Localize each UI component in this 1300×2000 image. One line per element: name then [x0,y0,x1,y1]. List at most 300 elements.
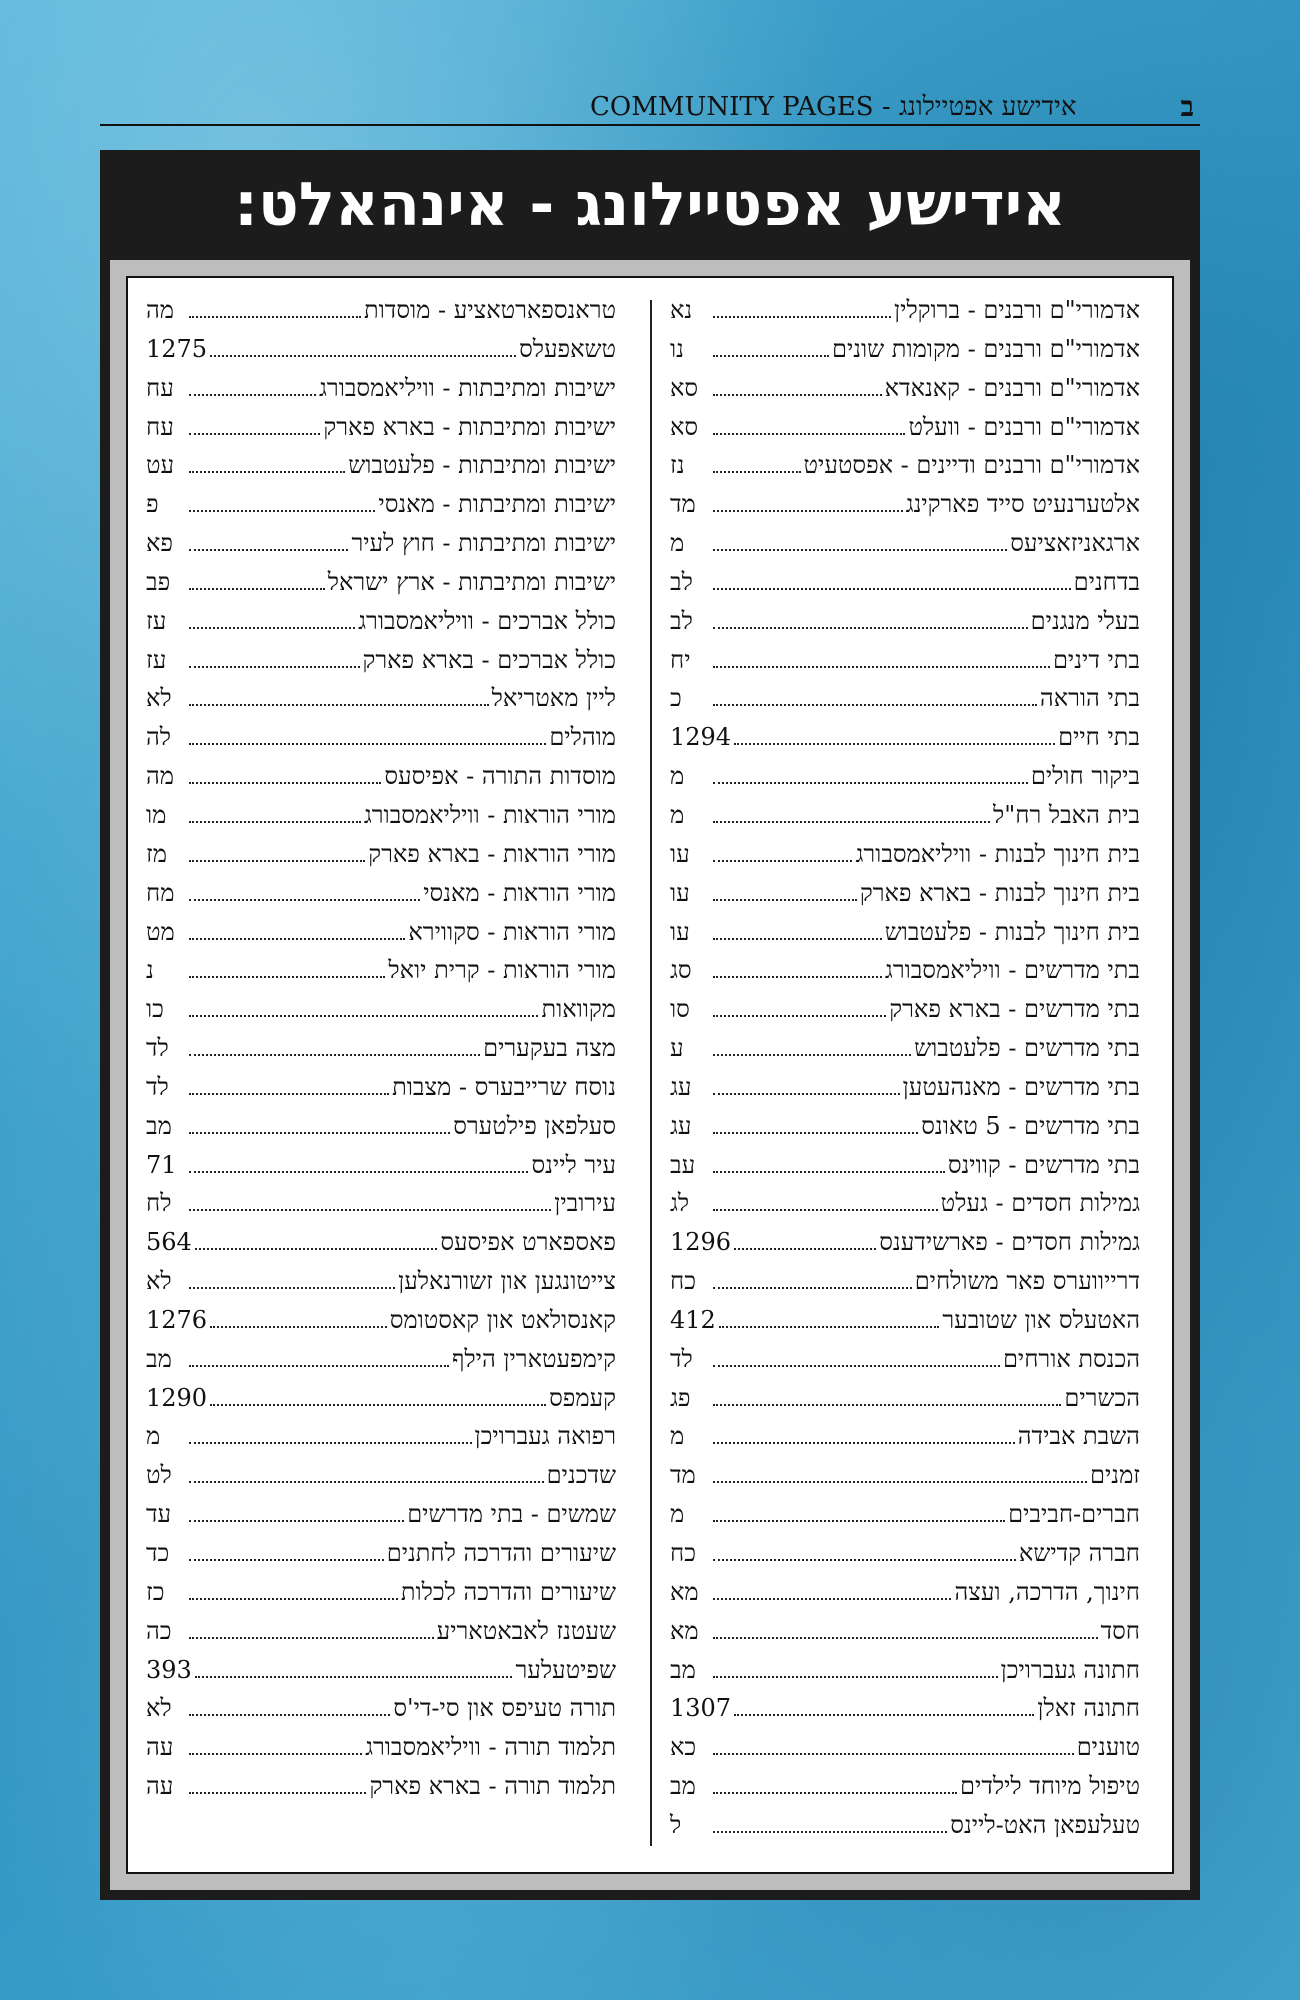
toc-entry[interactable] [670,607,1140,646]
toc-entry-page: לב [670,606,693,635]
dot-leader [713,1156,945,1172]
toc-entry-page: עג [670,1111,692,1140]
dot-leader [210,1312,387,1328]
toc-entry-title: כולל אברכים - בארא פארק [362,645,616,674]
toc-entry-page: עו [670,878,690,907]
dot-leader [195,1234,438,1250]
dot-leader [713,845,852,861]
dot-leader [713,1001,886,1017]
toc-entry-title: נוסח שרייבערס - מצבות [392,1072,616,1101]
toc-entry-page: מב [146,1111,172,1140]
dot-leader [189,496,375,512]
dot-leader [189,1622,434,1638]
toc-entry-title: בתי דינים [1052,645,1140,674]
dot-leader [189,729,546,745]
dot-leader [719,1312,940,1328]
dot-leader [189,1040,480,1056]
toc-entry-title: שפיטעלער [515,1655,616,1684]
toc-entry-page: מד [670,1461,696,1490]
toc-entry-title: שמשים - בתי מדרשים [407,1500,616,1529]
toc-entry-title: טוענים [1076,1733,1140,1762]
toc-entry-page: פא [146,529,173,558]
contents-border [110,260,1190,1890]
dot-leader [713,768,1028,784]
toc-entry-title: הכשרים [1064,1383,1140,1412]
toc-entry-title: צייטונגען און זשורנאלען [398,1267,616,1296]
toc-entry[interactable] [146,529,616,568]
toc-entry-title: גמילות חסדים - פארשידענס [879,1228,1140,1257]
toc-entry-page: עד [146,1500,172,1529]
dot-leader [713,1389,1061,1405]
dot-leader [189,1428,472,1444]
toc-entry[interactable] [146,1112,616,1151]
toc-entry-page: לא [146,1694,172,1723]
toc-entry[interactable] [670,1034,1140,1073]
toc-entry-title: חתונה זאלן [1037,1694,1140,1723]
toc-entry-page: עו [670,917,690,946]
toc-entry[interactable] [670,1384,1140,1423]
toc-entry[interactable] [146,1384,616,1423]
dot-leader [189,884,420,900]
toc-entry-page: 564 [146,1228,192,1257]
dot-leader [713,651,1050,667]
toc-entry-page: 412 [670,1305,716,1334]
toc-entry-page: לב [670,567,693,596]
toc-entry-page: כא [670,1733,697,1762]
toc-entry-title: בית חינוך לבנות - פלעטבוש [884,917,1140,946]
dot-leader [195,1661,513,1677]
toc-entry-page: 393 [146,1655,192,1684]
toc-entry-title: טיפול מיוחד לילדים [960,1772,1140,1801]
toc-entry-page: עב [670,1150,696,1179]
running-title: COMMUNITY PAGES - אידישע אפטיילונג [590,92,1077,122]
toc-entry-title: הכנסת אורחים [1002,1344,1140,1373]
dot-leader [189,807,361,823]
toc-entry[interactable] [670,1306,1140,1345]
toc-entry-page: נא [670,296,693,324]
toc-entry[interactable] [670,490,1140,529]
toc-entry-page: כד [146,1539,170,1567]
toc-entry[interactable] [146,646,616,685]
toc-entry-page: מב [670,1772,696,1801]
toc-entry-page: ל [670,1810,682,1839]
toc-entry-title: בתי מדרשים - וויליאמסבורג [884,956,1140,985]
toc-entry[interactable] [670,451,1140,490]
toc-entry-title: טשאפעלס [519,334,616,363]
toc-entry-title: פאספארט אפיסעס [440,1228,616,1257]
toc-entry-title: בתי מדרשים - 5 טאונס [921,1111,1140,1140]
toc-entry-page: מז [146,839,167,868]
toc-entry[interactable] [670,1151,1140,1190]
dot-leader [713,1350,1000,1366]
dot-leader [713,457,801,473]
toc-entry[interactable] [146,296,616,335]
toc-entry[interactable] [670,413,1140,452]
toc-entry-title: בעלי מנגנים [1030,606,1140,635]
dot-leader [713,1078,900,1094]
toc-entry-page: לא [146,684,172,713]
toc-entry-title: אדמורי"ם ורבנים - וועלט [908,412,1140,441]
toc-entry[interactable] [670,1617,1140,1656]
toc-entry-title: שדכנים [546,1461,616,1490]
toc-entry[interactable] [146,490,616,529]
toc-entry[interactable] [146,451,616,490]
dot-leader [734,1700,1034,1716]
toc-entry-title: עיר ליינס [531,1150,616,1179]
toc-entry[interactable] [146,1267,616,1306]
toc-entry-page: 71 [146,1150,177,1179]
toc-entry-title: ישיבות ומתיבתות - חוץ לעיר [351,529,616,558]
toc-entry-page: עו [670,839,690,868]
toc-entry-page: מ [670,762,685,791]
toc-entry[interactable] [146,1461,616,1500]
toc-entry-page: סא [670,373,699,402]
toc-entry-page: לד [670,1344,693,1373]
toc-entry-title: מורי הוראות - מאנסי [423,878,616,907]
toc-entry-page: 1296 [670,1228,732,1257]
dot-leader [189,457,345,473]
toc-entry-page: כ [670,684,682,713]
toc-entry[interactable] [670,801,1140,840]
toc-entry-page: סג [670,956,692,985]
toc-entry[interactable] [670,1500,1140,1539]
toc-entry[interactable] [146,1578,616,1617]
toc-entry-page: פ [146,490,159,519]
toc-entry-title: תלמוד תורה - בארא פארק [369,1772,616,1801]
toc-entry-title: שיעורים והדרכה לחתנים [386,1539,616,1567]
toc-entry[interactable] [146,801,616,840]
toc-entry-page: מב [670,1655,696,1684]
toc-entry-page: יח [670,645,691,674]
toc-entry-page: עה [146,1733,174,1762]
toc-entry-title: קעמפס [549,1383,616,1412]
toc-entry-page: לד [146,1072,169,1101]
toc-entry-title: מצה בעקערים [483,1034,616,1063]
toc-entry[interactable] [146,335,616,374]
dot-leader [713,612,1028,628]
toc-entry[interactable] [146,1151,616,1190]
toc-entry-title: אדמורי"ם ורבנים ודיינים - אפסטעיט [803,451,1140,480]
toc-entry-title: ליין מאטריאל [491,684,616,713]
toc-entry-page: מט [146,917,175,946]
dot-leader [713,418,905,434]
toc-entry[interactable] [670,1267,1140,1306]
toc-entry-title: בית חינוך לבנות - וויליאמסבורג [855,839,1140,868]
dot-leader [713,807,990,823]
toc-entry[interactable] [146,1617,616,1656]
dot-leader [713,690,1037,706]
toc-entry-page: מא [670,1577,699,1606]
dot-leader [734,729,1055,745]
toc-entry[interactable] [146,1228,616,1267]
toc-entry-title: טראנספארטאציע - מוסדות [364,296,616,324]
toc-entry-page: 1275 [146,334,208,363]
toc-entry-title: תורה טעיפס און סי-די'ס [393,1694,616,1723]
toc-entry-title: קימפעטארין הילף [451,1344,616,1373]
dot-leader [713,379,882,395]
toc-entry-page: פג [670,1383,691,1412]
toc-entry-page: עז [146,606,167,635]
toc-entry-title: תלמוד תורה - וויליאמסבורג [365,1733,616,1762]
toc-entry-page: לד [146,1034,169,1063]
toc-entry[interactable] [146,879,616,918]
dot-leader [713,574,1071,590]
toc-entry-title: מוסדות התורה - אפיסעס [384,762,616,791]
toc-entry-page: לג [670,1189,690,1218]
toc-entry[interactable] [670,1694,1140,1733]
toc-entry-title: אדמורי"ם ורבנים - מקומות שונים [831,334,1140,363]
toc-entry-page: מ [670,529,685,558]
toc-entry[interactable] [146,607,616,646]
toc-entry-title: גמילות חסדים - געלט [940,1189,1140,1218]
toc-entry-title: בתי מדרשים - קווינס [947,1150,1140,1179]
toc-entry[interactable] [670,1073,1140,1112]
toc-entry[interactable] [670,1578,1140,1617]
toc-entry[interactable] [146,684,616,723]
toc-entry[interactable] [670,1189,1140,1228]
toc-entry[interactable] [670,762,1140,801]
dot-leader [713,1739,1074,1755]
toc-entry[interactable] [670,646,1140,685]
toc-entry-page: מד [670,490,696,519]
dot-leader [713,1622,1098,1638]
toc-entry-title: טעלעפאן האט-ליינס [950,1810,1140,1839]
toc-entry-title: קאנסולאט און קאסטומס [389,1305,616,1334]
toc-entry[interactable] [146,1306,616,1345]
toc-entry[interactable] [146,1500,616,1539]
toc-entry[interactable] [670,918,1140,957]
toc-entry-page: מה [146,762,175,791]
toc-entry[interactable] [146,723,616,762]
toc-entry[interactable] [146,1345,616,1384]
toc-entry[interactable] [670,374,1140,413]
dot-leader [713,923,882,939]
toc-entry-title: כולל אברכים - וויליאמסבורג [358,606,616,635]
toc-entry[interactable] [670,723,1140,762]
toc-entry[interactable] [670,1539,1140,1578]
dot-leader [189,1545,384,1561]
toc-entry-title: מקוואות [541,995,616,1024]
toc-entry-title: סעלפאן פילטערס [453,1111,616,1140]
dot-leader [713,1273,912,1289]
dot-leader [734,1234,876,1250]
toc-entry-page: מ [146,1422,161,1451]
dot-leader [713,496,903,512]
toc-entry-title: רפואה געברויכן [474,1422,616,1451]
toc-entry[interactable] [146,374,616,413]
toc-entry-page: מח [146,878,175,907]
toc-entry-page: לח [146,1189,172,1218]
dot-leader [189,768,381,784]
dot-leader [189,923,405,939]
toc-entry-title: ביקור חולים [1030,762,1140,791]
toc-entry-page: כח [670,1267,696,1296]
toc-entry-page: מא [670,1616,699,1645]
toc-entry-title: מורי הוראות - בארא פארק [368,839,616,868]
toc-entry[interactable] [146,995,616,1034]
toc-entry-page: עח [146,373,174,402]
dot-leader [713,1506,1005,1522]
toc-entry-page: מב [146,1344,172,1373]
toc-entry-page: נו [670,334,684,363]
dot-leader [713,1428,1015,1444]
toc-entry-title: השבת אבידה [1017,1422,1140,1451]
dot-leader [189,1156,528,1172]
toc-entry[interactable] [670,335,1140,374]
toc-entry-title: ישיבות ומתיבתות - וויליאמסבורג [319,373,616,402]
dot-leader [713,340,829,356]
toc-entry[interactable] [146,1656,616,1695]
dot-leader [713,1583,951,1599]
toc-entry-title: זמנים [1090,1461,1140,1490]
toc-entry-title: אלטערנעיט סייד פארקינג [905,490,1140,519]
toc-entry[interactable] [670,1228,1140,1267]
toc-entry-title: חסד [1100,1616,1140,1645]
toc-entry[interactable] [146,1539,616,1578]
toc-entry-title: בתי מדרשים - פלעטבוש [914,1034,1140,1063]
toc-entry[interactable] [146,1073,616,1112]
toc-entry-title: בית חינוך לבנות - בארא פארק [859,878,1140,907]
toc-entry-title: ישיבות ומתיבתות - מאנסי [378,490,616,519]
dot-leader [189,1583,398,1599]
dot-leader [189,690,489,706]
toc-entry-title: עירובין [554,1189,616,1218]
toc-entry-page: נז [670,451,685,480]
dot-leader [713,1817,947,1833]
toc-entry-page: 1276 [146,1305,208,1334]
toc-entry-title: שיעורים והדרכה לכלות [400,1577,616,1606]
toc-entry-page: כז [146,1577,165,1606]
toc-entry[interactable] [146,413,616,452]
toc-entry[interactable] [146,1772,616,1811]
dot-leader [189,962,385,978]
toc-entry-page: לט [146,1461,172,1490]
toc-entry[interactable] [670,1733,1140,1772]
dot-leader [189,302,361,318]
toc-entry[interactable] [670,1811,1140,1850]
toc-entry-title: מורי הוראות - קרית יואל [388,956,616,985]
toc-entry-page: מו [146,800,167,829]
toc-entry-page: מ [670,800,685,829]
toc-entry[interactable] [146,568,616,607]
dot-leader [189,651,360,667]
toc-entry-title: מורי הוראות - סקווירא [408,917,616,946]
toc-entry-title: דרייווערס פאר משולחים [914,1267,1140,1296]
contents-frame [100,150,1200,1900]
dot-leader [713,1195,938,1211]
toc-entry[interactable] [670,1461,1140,1500]
toc-entry[interactable] [670,684,1140,723]
toc-entry-title: בתי הוראה [1039,684,1140,713]
toc-entry-page: 1290 [146,1383,208,1412]
toc-entry[interactable] [146,956,616,995]
toc-entry[interactable] [670,296,1140,335]
dot-leader [189,612,355,628]
toc-entry-page: נ [146,956,154,985]
toc-entry-title: ישיבות ומתיבתות - ארץ ישראל [327,567,616,596]
toc-entry-page: עז [146,645,167,674]
page-number: ב [1180,90,1194,123]
toc-entry[interactable] [670,1656,1140,1695]
toc-entry-page: עח [146,412,174,441]
dot-leader [713,1778,957,1794]
toc-entry-title: בית האבל רח"ל [992,800,1140,829]
dot-leader [713,884,857,900]
toc-entry-title: האטעלס און שטובער [942,1305,1140,1334]
dot-leader [713,535,1007,551]
toc-entry[interactable] [146,840,616,879]
dot-leader [189,1506,404,1522]
toc-entry-title: חתונה געברויכן [1000,1655,1140,1684]
column-divider [650,300,652,1846]
toc-entry-page: עט [146,451,175,480]
toc-entry[interactable] [670,568,1140,607]
dot-leader [713,1545,1016,1561]
toc-entry-page: מ [670,1422,685,1451]
toc-entry[interactable] [670,879,1140,918]
toc-entry-page: סא [670,412,699,441]
dot-leader [189,418,320,434]
dot-leader [189,1195,551,1211]
contents-column-right [670,296,1140,1850]
dot-leader [189,845,365,861]
toc-entry-title: שעטנז לאבאטאריע [436,1616,616,1645]
toc-entry[interactable] [146,1422,616,1461]
toc-entry[interactable] [670,529,1140,568]
toc-entry[interactable] [146,1189,616,1228]
toc-entry[interactable] [670,840,1140,879]
toc-entry[interactable] [670,1772,1140,1811]
page-title: אידישע אפטיילונג - אינהאלט: [234,170,1066,240]
title-strip [100,150,1200,260]
toc-entry-title: ארגאניזאציעס [1010,529,1140,558]
toc-entry[interactable] [670,956,1140,995]
toc-entry-title: מורי הוראות - וויליאמסבורג [363,800,616,829]
toc-entry-title: ישיבות ומתיבתות - פלעטבוש [348,451,616,480]
dot-leader [713,1467,1087,1483]
dot-leader [713,302,891,318]
toc-entry[interactable] [146,762,616,801]
toc-entry[interactable] [670,1112,1140,1151]
toc-entry-page: עה [146,1772,174,1801]
toc-entry-title: ישיבות ומתיבתות - בארא פארק [323,412,616,441]
dot-leader [189,1117,450,1133]
toc-entry-title: בתי חיים [1058,723,1140,752]
toc-entry-page: פב [146,567,171,596]
toc-entry[interactable] [146,1034,616,1073]
toc-entry[interactable] [670,1345,1140,1384]
toc-entry-title: חברים-חביבים [1008,1500,1140,1529]
dot-leader [713,1040,911,1056]
dot-leader [189,1078,389,1094]
dot-leader [189,1467,544,1483]
toc-entry-page: 1307 [670,1694,732,1723]
toc-entry[interactable] [670,1422,1140,1461]
toc-entry-page: לה [146,723,172,752]
toc-entry[interactable] [146,918,616,957]
toc-entry-page: עג [670,1072,692,1101]
toc-entry[interactable] [670,995,1140,1034]
toc-entry[interactable] [146,1733,616,1772]
toc-entry-title: בתי מדרשים - מאנהעטען [902,1072,1140,1101]
toc-entry-page: ע [670,1034,684,1063]
toc-entry-title: אדמורי"ם ורבנים - ברוקלין [894,296,1140,324]
dot-leader [713,962,882,978]
toc-entry-page: כו [146,995,164,1024]
toc-entry[interactable] [146,1694,616,1733]
dot-leader [189,1700,390,1716]
dot-leader [189,574,325,590]
